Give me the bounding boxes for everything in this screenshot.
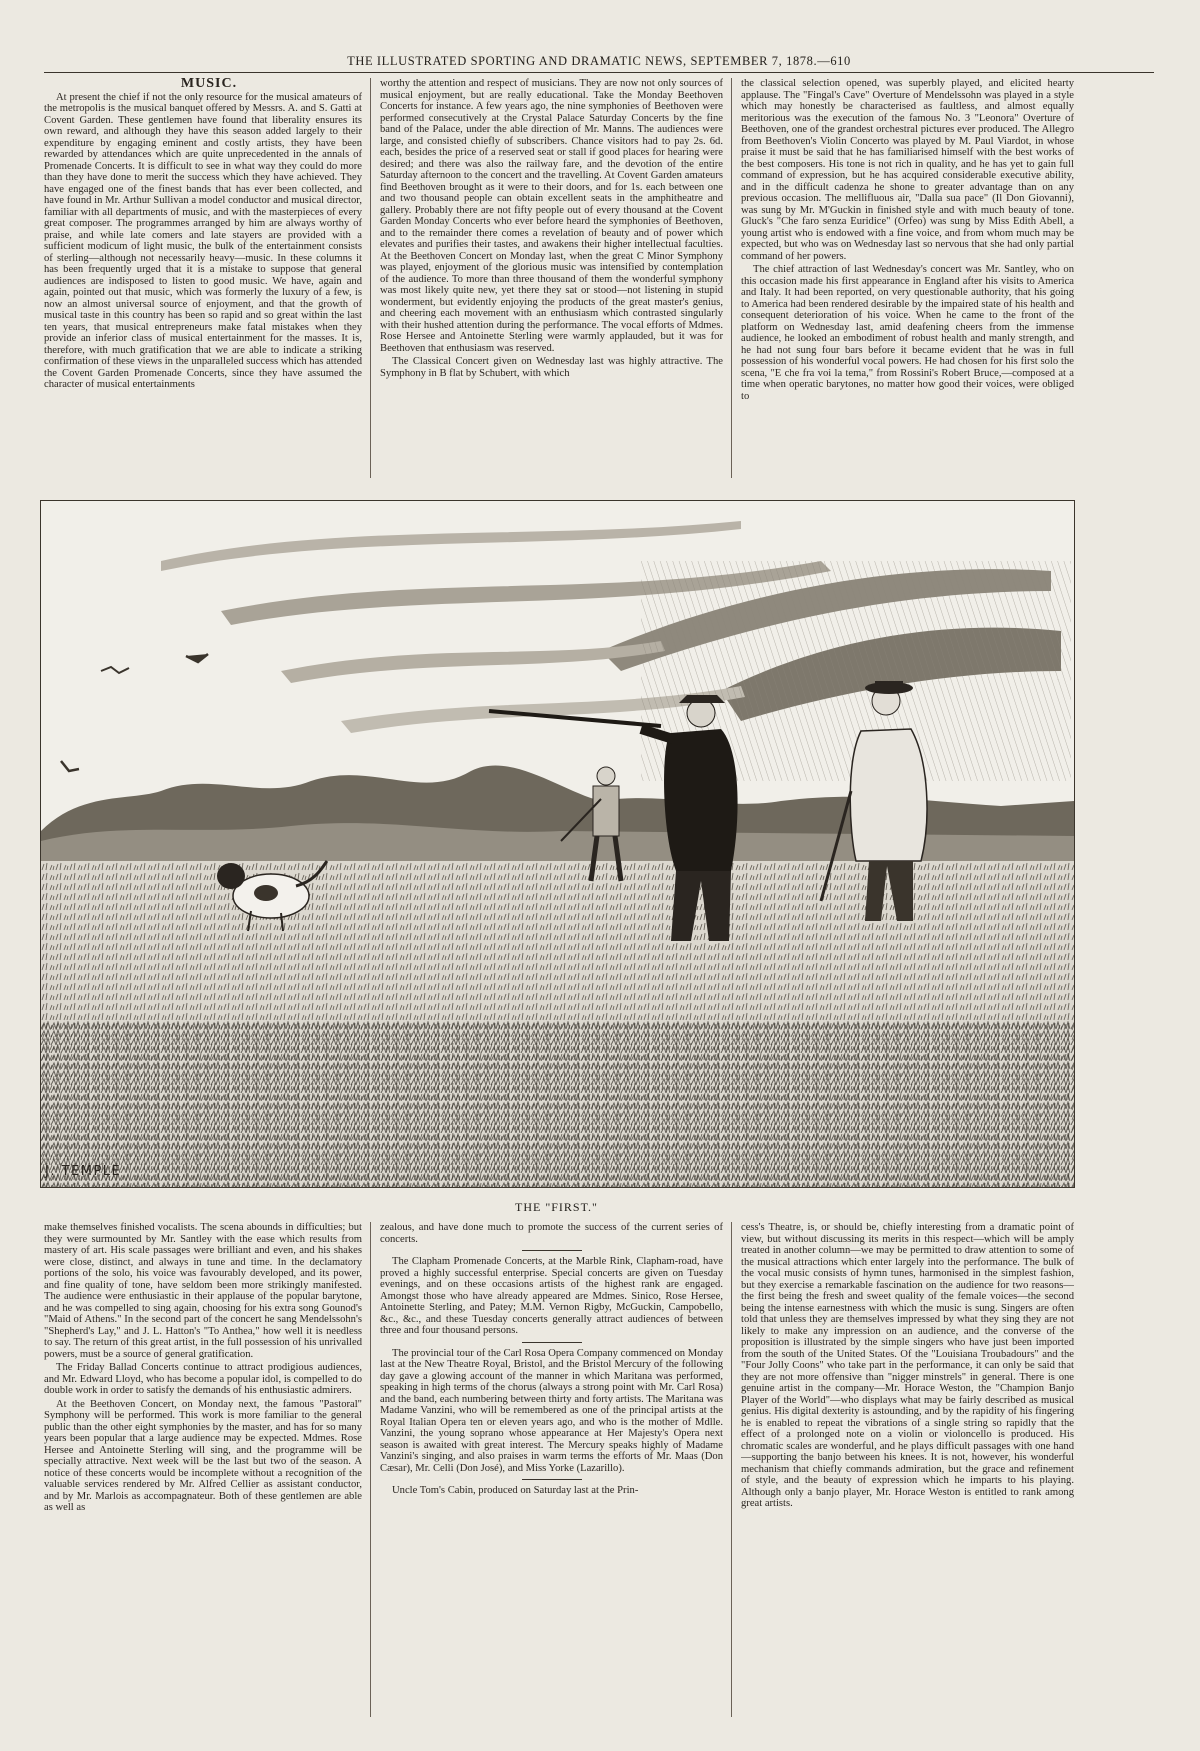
column-divider xyxy=(731,78,732,478)
header-rule xyxy=(44,72,1154,73)
section-rule xyxy=(522,1479,582,1480)
article-paragraph: At the Beethoven Concert, on Monday next, the famous "Pastoral" Symphony will be performed. This work is more familiar to the general public than the other eight symphonies by the master, and has for so many years been popular that a large audience may be expected. Mdmes. Rose Hersee and Antoinette Sterling will sing, and the programme will be specially attractive. Next week will be the last but two of the season. A notice of these concerts would be incomplete without a recognition of the valuable services rendered by Mr. Alfred Cellier as assistant conductor, and by Mr. Marlois as accompagnateur. Both of these gentlemen are able as well as xyxy=(44,1398,362,1513)
article-paragraph: the classical selection opened, was superbly played, and elicited hearty applause. The "Fingal's Cave" Overture of Mendelssohn was played in a style which may honestly be characterised as faultless, and almost equally meritorious was the execution of the famous No. 3 "Leonora" Overture of Beethoven, one of the grandest orchestral pictures ever produced. The Allegro from Beethoven's Violin Concerto was played by M. Paul Viardot, in whose praise it must be said that he has familiarised himself with the best works of the best composers. His tone is not rich in quality, and he has yet to gain full command of expression, but he has acquired considerable executive ability, and in the difficult cadenza he shone to greater advantage than on any previous occasion. The mellifluous air, "Dalla sua pace" (Il Don Giovanni), was sung by Mr. M'Guckin in finished style and with much beauty of tone. Gluck's "Che faro senza Euridice" (Orfeo) was sung by Miss Edith Abell, a young artist who is endowed with a fine voice, and from whom much may be expected, but who was on Wednesday last so nervous that she had only partial command of her powers. xyxy=(741,78,1074,262)
article-column-3 xyxy=(741,78,1074,478)
article-title: MUSIC. xyxy=(180,78,238,91)
article-paragraph: The Classical Concert given on Wednesday last was highly attractive. The Symphony in B flat by Schubert, with which xyxy=(380,356,723,379)
illustration-caption: THE "FIRST." xyxy=(515,1200,598,1214)
article-paragraph: The Friday Ballad Concerts continue to attract prodigious audiences, and Mr. Edward Lloyd, who has become a popular idol, is compelled to do double work in order to satisfy the demands of his enthusiastic admirers. xyxy=(44,1362,362,1396)
article-column-3-continued xyxy=(741,1222,1074,1717)
article-paragraph: make themselves finished vocalists. The scena abounds in difficulties; but they were surmounted by Mr. Santley with the ease which results from mastery of art. His scale passages were brilliant and even, and his shakes were close, distinct, and always in tune and time. In the declamatory portions of the solo, his voice was favourably developed, and its power, and fine quality of tone, have seldom been more strikingly manifested. The audience were enthusiastic in their applause of the popular barytone, and he was compelled to sing again, choosing for his extra song Gounod's "Maid of Athens." In the second part of the concert he sang Mendelssohn's "Shepherd's Lay," and J. L. Hatton's "To Anthea," how well it is needless to say. The return of this great artist, in the full possession of his unrivalled powers, must be a source of general gratification. xyxy=(44,1222,362,1360)
article-paragraph: The Clapham Promenade Concerts, at the Marble Rink, Clapham-road, have proved a highly successful enterprise. Special concerts are given on Tuesday evenings, and on these occasions artists of the highest rank are engaged. Amongst those who have already appeared are Mdmes. Sinico, Rose Hersee, Antoinette Sterling, and Patey; M.M. Vernon Rigby, McGuckin, Campobello, &c., &c., and these Tuesday concerts generally attract audiences of between three and four thousand persons. xyxy=(380,1256,723,1336)
page-header: THE ILLUSTRATED SPORTING AND DRAMATIC NEWS, SEPTEMBER 7, 1878.—610 xyxy=(347,54,851,68)
article-column-1-continued xyxy=(44,1222,362,1717)
article-paragraph: zealous, and have done much to promote the success of the current series of concerts. xyxy=(380,1222,723,1245)
article-column-2 xyxy=(380,78,723,478)
article-paragraph: At present the chief if not the only resource for the musical amateurs of the metropolis is the musical banquet offered by Messrs. A. and S. Gatti at Covent Garden. These gentlemen have found that liberality ensures its own reward, and although they have this season added largely to their expenditure by engaging eminent and costly artists, they have been rewarded by attendances which are quite unprecedented in the annals of Promenade Concerts. It is difficult to see in what way they could do more than they have done to merit the success which they have achieved. They have engaged one of the finest bands that has ever been collected, and have found in Mr. Arthur Sullivan a model conductor and musical director, familiar with all departments of music, and with the masterpieces of every great composer. The programmes arranged by him are always worthy of praise, and while late comers and late stayers are provided with a sufficient modicum of light music, the bulk of the entertainment consists of sterling—although not necessarily heavy—music. In these columns it has been frequently urged that it is a mistake to suppose that general audiences are indisposed to listen to good music. We have, again and again, pointed out that music, which was formerly the luxury of a few, is now an almost universal source of enjoyment, and that the growth of musical taste in this country has been so rapid and so great within the last ten years, that musical entrepreneurs make fatal mistakes when they provide an inferior class of musical entertainment for the masses. It is, therefore, with much gratification that we are able to indicate a striking confirmation of these views in the unparalleled success which has attended the Covent Garden Promenade Concerts, since they have assumed the character of musical entertainments xyxy=(44,91,362,390)
article-paragraph: The chief attraction of last Wednesday's concert was Mr. Santley, who on this occasion made his first appearance in England after his visits to America and Italy. It had been reported, on very questionable authority, that his going to America had been rendered desirable by the impaired state of his health and consequent deterioration of his voice. When he came to the front of the platform on Wednesday last, amid deafening cheers from the immense audience, he looked an embodiment of robust health and manly strength, and he had not sung four bars before it became evident that he was in full possession of his wonderful vocal powers. He had chosen for his first solo the scena, "E che fra voi la tema," from Rossini's Robert Bruce,—composed at a time when operatic barytones, no matter how good their voices, were obliged to xyxy=(741,264,1074,402)
artist-signature: J. TEMPLE xyxy=(45,1164,122,1179)
article-paragraph: The provincial tour of the Carl Rosa Opera Company commenced on Monday last at the New Theatre Royal, Bristol, and the Bristol Mercury of the following day gave a glowing account of the manner in which Maritana was performed, speaking in high terms of the chorus (always a strong point with Mr. Carl Rosa) and the band, each numbering between thirty and forty artists. The Maritana was Madame Vanzini, who will be remembered as one of the principal artists at the Royal Italian Opera ten or eleven years ago, and who is the mother of Mdlle. Vanzini, the young soprano whose appearance at Her Majesty's Opera next season is awaited with great interest. The Mercury speaks highly of Madame Vanzini's singing, and also praises in warm terms the efforts of Mr. Maas (Don Cæsar), Mr. Celli (Don José), and Miss Yorke (Lazarillo). xyxy=(380,1347,723,1474)
column-divider xyxy=(370,78,371,478)
engraving-illustration xyxy=(40,500,1075,1188)
column-divider xyxy=(370,1222,371,1717)
section-rule xyxy=(522,1250,582,1251)
column-divider xyxy=(731,1222,732,1717)
section-rule xyxy=(522,1342,582,1343)
article-column-2-continued xyxy=(380,1222,723,1717)
article-paragraph: Uncle Tom's Cabin, produced on Saturday last at the Prin- xyxy=(392,1485,639,1496)
article-paragraph: worthy the attention and respect of musicians. They are now not only sources of musical enjoyment, but are really educational. Take the Monday Beethoven Concerts for instance. A few years ago, the nine symphonies of Beethoven were performed consecutively at the Crystal Palace Saturday Concerts by the fine band of the Palace, under the able direction of Mr. Manns. The audiences were large, and consisted chiefly of subscribers. Chance visitors had to pay 2s. 6d. each, besides the price of a reserved seat or stall if good places for hearing were desired; and there was also the railway fare, and the devotion of the entire Saturday afternoon to the concert and the travelling. At Covent Garden amateurs find Beethoven brought as it were to their doors, and for 1s. each between one and two thousand people can obtain excellent seats in the amphitheatre and gallery. Probably there are not fifty people out of every thousand at the Covent Garden Monday Concerts who ever before heard the symphonies of Beethoven, and to the remainder there comes a revelation of beauty and of power which elevates and purifies their tastes, and awakens their higher intellectual faculties. At the Beethoven Concert on Monday last, when the great C Minor Symphony was played, enjoyment of the glorious music was intensified by contemplation of the audience. To more than three thousand of them the wonderful symphony was most likely quite new, yet there they sat or stood—not listening in stupid wonderment, but evidently enjoying the products of the great master's genius, and cheering each movement with an enthusiasm which contrasted singularly with their hushed attention during the performance. The vocal efforts of Mdmes. Rose Hersee and Antoinette Sterling were warmly applauded, but it was for Beethoven that enthusiasm was reserved. xyxy=(380,78,723,354)
article-column-1 xyxy=(44,78,362,478)
article-paragraph: cess's Theatre, is, or should be, chiefly interesting from a dramatic point of view, but without discussing its merits in this respect—which will be amply treated in another column—we may be permitted to draw attention to some of the musical attractions which enter largely into the performance. The bulk of the vocal music consists of hymn tunes, harmonised in the simplest fashion, but they exercise a remarkable fascination on the audience for two reasons—the first being the fresh and sweet quality of the female voices—the second being the intense earnestness with which the music is sung. Singers are often told that unless they are themselves impressed by what they sing they are not likely to make any impression on an audience, and the converse of the proposition is illustrated by the simple singers who have just been imported from the south of the United States. Of the "Louisiana Troubadours" and the "Four Jolly Coons" who take part in the performance, it can only be said that they are not more offensive than "nigger minstrels" in general. There is one genuine artist in the company—Mr. Horace Weston, the "Champion Banjo Player of the World"—who displays what may be fairly described as musical genius. His digital dexterity is astounding, and by the rapidity of his fingering he is enabled to repeat the vibrations of a single string so rapidly that the effect of a prolonged note on a violin or violoncello is produced. His chromatic scales are wonderful, and he plays difficult passages with one hand—supporting the banjo between his knees. It is not, however, his wonderful mechanism that chiefly commands admiration, but the grace and refinement of style, and the beauty of expression which he imparts to his playing. Although only a banjo player, Mr. Horace Weston is entitled to rank among great artists. xyxy=(741,1222,1074,1509)
